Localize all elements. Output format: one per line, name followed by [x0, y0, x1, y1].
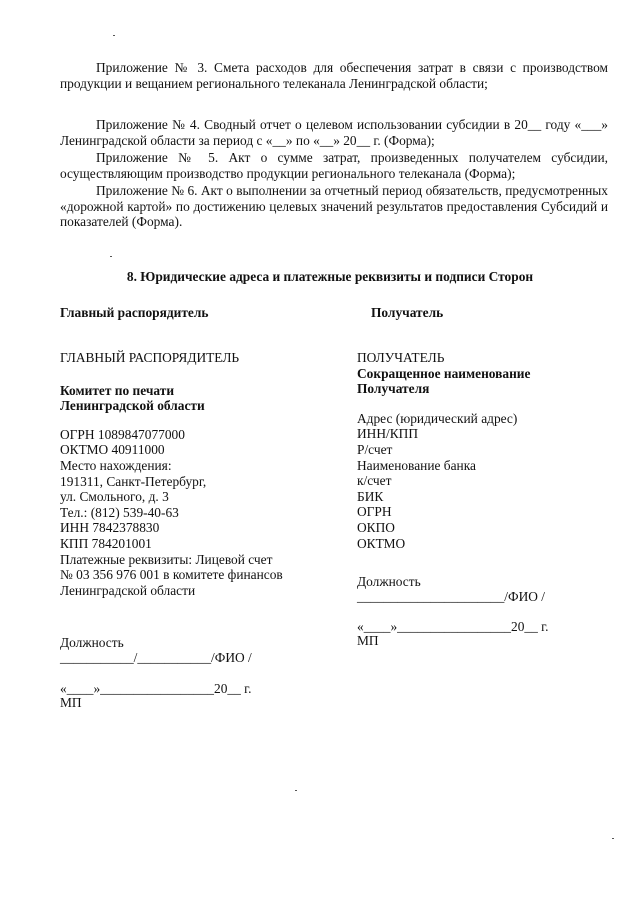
left-detail-kpp: КПП 784201001 [60, 535, 152, 551]
scan-speck [612, 838, 614, 839]
right-detail-address: Адрес (юридический адрес) [357, 410, 518, 426]
attachment-6: Приложение № 6. Акт о выполнении за отчетный период обязательств, предусмотренных «дорожной картой» по достижению целевых значений результатов предоставления Субсидий и показателей (Форма). [60, 183, 608, 230]
right-date-line: «____»_________________20__ г. [357, 619, 549, 634]
left-detail-phone: Тел.: (812) 539-40-63 [60, 504, 179, 520]
left-party-heading: Главный распорядитель [60, 305, 209, 320]
right-detail-inn-kpp: ИНН/КПП [357, 426, 419, 442]
attachment-4: Приложение № 4. Сводный отчет о целевом использовании субсидии в 20__ году «___» Ленинградской области за период с «__» по «__» 20__ г. (Форма); [60, 117, 608, 148]
left-fio-line: ___________/___________/ФИО / [60, 650, 252, 665]
left-detail-city: 191311, Санкт-Петербург, [60, 473, 207, 489]
left-detail-ogrn: ОГРН 1089847077000 [60, 426, 185, 442]
left-org-line2: Ленинградской области [60, 398, 205, 414]
left-detail-location-label: Место нахождения: [60, 457, 172, 473]
left-detail-payment: Платежные реквизиты: Лицевой счет [60, 551, 273, 567]
section-title: 8. Юридические адреса и платежные реквизиты и подписи Сторон [126, 269, 534, 284]
right-detail-okpo: ОКПО [357, 519, 395, 535]
left-position-label: Должность [60, 635, 124, 650]
left-detail-region: Ленинградской области [60, 582, 196, 598]
right-detail-ogrn: ОГРН [357, 504, 392, 520]
left-detail-oktmo: ОКТМО 40911000 [60, 442, 165, 458]
left-date-line: «____»_________________20__ г. [60, 681, 252, 696]
right-party-block [357, 350, 607, 660]
left-detail-street: ул. Смольного, д. 3 [60, 489, 169, 505]
left-detail-account: № 03 356 976 001 в комитете финансов [60, 567, 283, 583]
left-org-line1: Комитет по печати [60, 382, 175, 398]
right-role-upper: ПОЛУЧАТЕЛЬ [357, 350, 445, 365]
attachment-5: Приложение № 5. Акт о сумме затрат, произведенных получателем субсидии, осуществляющим производство продукции регионального телеканала (Форма); [60, 150, 608, 181]
scan-speck [113, 35, 115, 36]
scan-speck [295, 790, 297, 791]
scan-speck [110, 256, 112, 257]
left-detail-inn: ИНН 7842378830 [60, 520, 160, 536]
left-stamp: МП [60, 695, 82, 710]
right-fio-line: ______________________/ФИО / [357, 589, 546, 604]
right-name-line2: Получателя [357, 381, 430, 397]
right-detail-account: Р/счет [357, 441, 393, 457]
right-stamp: МП [357, 633, 379, 648]
right-detail-bik: БИК [357, 488, 384, 504]
right-detail-oktmo: ОКТМО [357, 535, 406, 551]
left-role-upper: ГЛАВНЫЙ РАСПОРЯДИТЕЛЬ [60, 350, 240, 365]
right-party-heading: Получатель [371, 305, 444, 320]
attachment-3: Приложение № 3. Смета расходов для обеспечения затрат в связи с производством продукции и вещанием регионального телеканала Ленинградской области; [60, 60, 608, 91]
right-name-line1: Сокращенное наименование [357, 365, 531, 381]
right-detail-corr-account: к/счет [357, 473, 392, 489]
right-detail-bank: Наименование банка [357, 457, 476, 473]
right-position-label: Должность [357, 574, 421, 589]
